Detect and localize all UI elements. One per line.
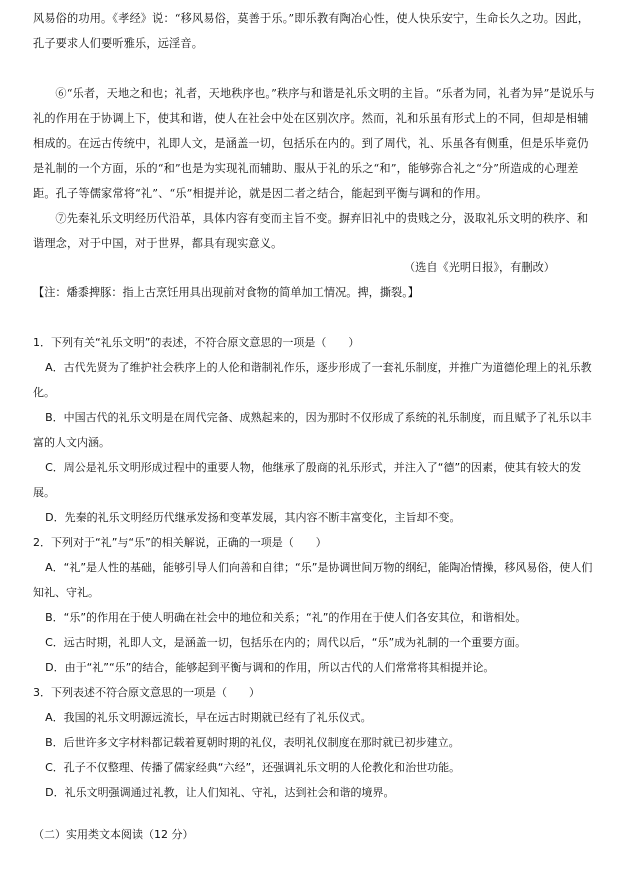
passage-paragraph-intro: 风易俗的功用。《孝经》说：“移风易俗，莫善于乐。”即乐教有陶冶心性，使人快乐安宁，生命长久之功。因此，孔子要求人们要听雅乐，远淫音。 <box>33 12 590 50</box>
question-2-option-a: A．“礼”是人性的基础，能够引导人们向善和自律；“乐”是协调世间万物的纲纪，能陶冶情操，移风易俗，使人们知礼、守礼。 <box>33 561 593 599</box>
question-2-stem: 2．下列对于“礼”与“乐”的相关解说，正确的一项是（ ） <box>33 536 327 549</box>
question-1-option-a: A．古代先贤为了维护社会秩序上的人伦和谐制礼作乐，逐步形成了一套礼乐制度，并推广为道德伦理上的礼乐教化。 <box>33 361 592 399</box>
question-1-option-b: B．中国古代的礼乐文明是在周代完备、成熟起来的，因为那时不仅形成了系统的礼乐制度，而且赋予了礼乐以丰富的人文内涵。 <box>33 411 592 449</box>
passage-source: （选自《光明日报》，有删改） <box>403 261 555 274</box>
question-3-option-b: B．后世许多文字材料都记载着夏朝时期的礼仪，表明礼仪制度在那时就已初步建立。 <box>45 736 460 749</box>
question-3-option-a: A．我国的礼乐文明源远流长，早在远古时期就已经有了礼乐仪式。 <box>45 711 372 724</box>
question-2-option-b: B．“乐”的作用在于使人明确在社会中的地位和关系；“礼”的作用在于使人们各安其位，和谐相处。 <box>45 611 527 624</box>
passage-note: 【注：燔黍捭豚：指上古烹饪用具出现前对食物的简单加工情况。捭，撕裂。】 <box>33 286 419 299</box>
question-1-stem: 1．下列有关“礼乐文明”的表述，不符合原文意思的一项是（ ） <box>33 336 360 349</box>
question-1-option-d: D．先秦的礼乐文明经历代继承发扬和变革发展，其内容不断丰富变化，主旨却不变。 <box>45 511 461 524</box>
question-3-stem: 3．下列表述不符合原文意思的一项是（ ） <box>33 686 260 699</box>
question-3-option-c: C．孔子不仅整理、传播了儒家经典“六经”，还强调礼乐文明的人伦教化和治世功能。 <box>45 761 461 774</box>
question-3-option-d: D．礼乐文明强调通过礼教，让人们知礼、守礼，达到社会和谐的境界。 <box>45 786 395 799</box>
section-heading: （二）实用类文本阅读（12 分） <box>33 828 194 841</box>
passage-paragraph-6: ⑥“乐者，天地之和也；礼者，天地秩序也。”秩序与和谐是礼乐文明的主旨。“乐者为同，礼者为异”是说乐与礼的作用在于协调上下，使其和谐，使人在社会中处在区别次序。然而，礼和乐虽有形式上的不同，但却是相辅相成的。在远古传统中，礼即人文，是涵盖一切，包括乐在内的。到了周代，礼、乐虽各有侧重，但是乐毕竟仍是礼制的一个方面，乐的“和”也是为实现礼而辅助、服从于礼的乐之“和”，能够弥合礼之“分”所造成的心理差距。孔子等儒家常将“礼”、“乐”相提并论，就是因二者之结合，能起到平衡与调和的作用。 <box>33 87 595 200</box>
passage-paragraph-7: ⑦先秦礼乐文明经历代沿革，具体内容有变而主旨不变。摒弃旧礼中的贵贱之分，汲取礼乐文明的秩序、和谐理念，对于中国，对于世界，都具有现实意义。 <box>33 212 589 250</box>
question-2-option-c: C．远古时期，礼即人文，是涵盖一切，包括乐在内的；周代以后，“乐”成为礼制的一个重要方面。 <box>45 636 527 649</box>
question-2-option-d: D．由于“礼”“乐”的结合，能够起到平衡与调和的作用，所以古代的人们常常将其相提并论。 <box>45 661 495 674</box>
question-1-option-c: C．周公是礼乐文明形成过程中的重要人物，他继承了殷商的礼乐形式，并注入了“德”的因素，使其有较大的发展。 <box>33 461 582 499</box>
